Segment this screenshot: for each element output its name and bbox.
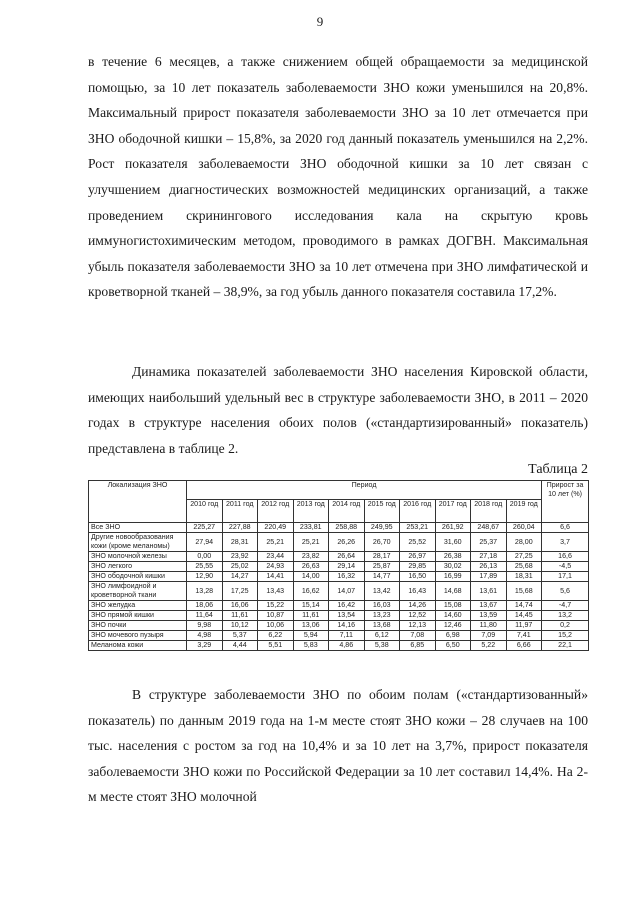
- table-cell: 11,64: [187, 611, 223, 621]
- table-cell: 26,26: [329, 533, 365, 552]
- table-row: [89, 562, 589, 572]
- table-cell: 15,14: [293, 601, 329, 611]
- table-cell: 10,12: [222, 621, 258, 631]
- row-growth: 5,6: [542, 582, 589, 601]
- table-cell: 12,90: [187, 572, 223, 582]
- table-cell: 15,22: [258, 601, 294, 611]
- table-cell: 23,44: [258, 552, 294, 562]
- table-cell: 13,23: [364, 611, 400, 621]
- table-header-row: [89, 481, 589, 500]
- table-cell: 4,86: [329, 641, 365, 651]
- table-cell: 14,27: [222, 572, 258, 582]
- row-localization: Меланома кожи: [89, 641, 187, 651]
- table-cell: 28,31: [222, 533, 258, 552]
- table-cell: 26,63: [293, 562, 329, 572]
- paragraph-structure: В структуре заболеваемости ЗНО по обоим полам («стандартизованный» показатель) по данным 2019 года на 1-м месте стоят ЗНО кожи – 28 случаев на 100 тыс. населения с ростом за год на 10,4% и за 10 лет на 3,7%, прирост показателя заболеваемости ЗНО кожи по Российской Федерации за 10 лет составил 14,4%. На 2-м месте стоят ЗНО молочной: [88, 687, 588, 805]
- incidence-table: [88, 480, 589, 651]
- table-cell: 12,52: [400, 611, 436, 621]
- table-cell: 29,14: [329, 562, 365, 572]
- table-cell: 25,87: [364, 562, 400, 572]
- table-cell: 16,50: [400, 572, 436, 582]
- table-row: [89, 523, 589, 533]
- table-cell: 253,21: [400, 523, 436, 533]
- table-cell: 13,67: [471, 601, 507, 611]
- header-year: 2014 год: [329, 500, 365, 523]
- table-cell: 261,92: [435, 523, 471, 533]
- table-cell: 5,37: [222, 631, 258, 641]
- table-cell: 225,27: [187, 523, 223, 533]
- table-cell: 7,08: [400, 631, 436, 641]
- table-cell: 26,38: [435, 552, 471, 562]
- table-cell: 18,31: [506, 572, 542, 582]
- table-cell: 13,28: [187, 582, 223, 601]
- table-cell: 14,16: [329, 621, 365, 631]
- table-cell: 25,02: [222, 562, 258, 572]
- table-cell: 26,70: [364, 533, 400, 552]
- table-cell: 260,04: [506, 523, 542, 533]
- table-cell: 13,68: [364, 621, 400, 631]
- row-growth: 22,1: [542, 641, 589, 651]
- row-localization: ЗНО мочевого пузыря: [89, 631, 187, 641]
- header-year: 2011 год: [222, 500, 258, 523]
- table-row: [89, 533, 589, 552]
- table-cell: 16,03: [364, 601, 400, 611]
- row-growth: 0,2: [542, 621, 589, 631]
- table-cell: 27,18: [471, 552, 507, 562]
- table-cell: 6,85: [400, 641, 436, 651]
- table-cell: 18,06: [187, 601, 223, 611]
- row-localization: ЗНО молочной железы: [89, 552, 187, 562]
- table-cell: 13,61: [471, 582, 507, 601]
- table-cell: 7,09: [471, 631, 507, 641]
- table-cell: 13,59: [471, 611, 507, 621]
- header-year: 2017 год: [435, 500, 471, 523]
- row-growth: 6,6: [542, 523, 589, 533]
- table-cell: 25,37: [471, 533, 507, 552]
- table-cell: 26,64: [329, 552, 365, 562]
- table-cell: 7,41: [506, 631, 542, 641]
- table-cell: 15,08: [435, 601, 471, 611]
- row-growth: 16,6: [542, 552, 589, 562]
- table-cell: 26,97: [400, 552, 436, 562]
- table-cell: 16,43: [400, 582, 436, 601]
- table-cell: 11,97: [506, 621, 542, 631]
- table-row: [89, 631, 589, 641]
- table-row: [89, 621, 589, 631]
- header-year: 2010 год: [187, 500, 223, 523]
- header-year: 2018 год: [471, 500, 507, 523]
- table-cell: 17,89: [471, 572, 507, 582]
- table-cell: 17,25: [222, 582, 258, 601]
- row-localization: ЗНО ободочной кишки: [89, 572, 187, 582]
- table-cell: 4,44: [222, 641, 258, 651]
- row-localization: Все ЗНО: [89, 523, 187, 533]
- paragraph-table-reference: Динамика показателей заболеваемости ЗНО населения Кировской области, имеющих наибольший удельный вес в структуре заболеваемости ЗНО, в 2011 – 2020 годах в структуре населения обоих полов («стандартизированный» показатель) представлена в таблице 2.: [88, 364, 588, 456]
- table-row: [89, 552, 589, 562]
- table-cell: 14,68: [435, 582, 471, 601]
- header-year: 2015 год: [364, 500, 400, 523]
- table-cell: 258,88: [329, 523, 365, 533]
- table-cell: 25,52: [400, 533, 436, 552]
- table-cell: 28,00: [506, 533, 542, 552]
- table-cell: 14,07: [329, 582, 365, 601]
- table-cell: 233,81: [293, 523, 329, 533]
- table-cell: 13,54: [329, 611, 365, 621]
- row-localization: Другие новообразования кожи (кроме меланомы): [89, 533, 187, 552]
- table-cell: 249,95: [364, 523, 400, 533]
- table-cell: 13,06: [293, 621, 329, 631]
- header-growth: Прирост за 10 лет (%): [542, 481, 589, 523]
- table-row: [89, 572, 589, 582]
- table-cell: 6,22: [258, 631, 294, 641]
- row-growth: 13,2: [542, 611, 589, 621]
- table-cell: 5,38: [364, 641, 400, 651]
- table-cell: 16,62: [293, 582, 329, 601]
- header-period: Период: [187, 481, 542, 500]
- table-cell: 4,98: [187, 631, 223, 641]
- table-cell: 31,60: [435, 533, 471, 552]
- table-cell: 14,60: [435, 611, 471, 621]
- row-localization: ЗНО прямой кишки: [89, 611, 187, 621]
- table-cell: 11,80: [471, 621, 507, 631]
- table-cell: 6,98: [435, 631, 471, 641]
- header-year: 2016 год: [400, 500, 436, 523]
- table-cell: 9,98: [187, 621, 223, 631]
- table-row: [89, 641, 589, 651]
- table-cell: 10,87: [258, 611, 294, 621]
- table-cell: 5,22: [471, 641, 507, 651]
- table-cell: 14,41: [258, 572, 294, 582]
- table-cell: 13,42: [364, 582, 400, 601]
- table-cell: 220,49: [258, 523, 294, 533]
- paragraph-intro: в течение 6 месяцев, а также снижением общей обращаемости за медицинской помощью, за 10 лет показатель заболеваемости ЗНО кожи уменьшился на 20,8%. Максимальный прирост показателя заболеваемости ЗНО за 10 лет отмечается при ЗНО ободочной кишки – 15,8%, за 2020 год данный показатель уменьшился на 2,2%. Рост показателя заболеваемости ЗНО ободочной кишки за 10 лет связан с улучшением диагностических возможностей медицинских организаций, а также проведением скринингового исследования кала на скрытую кровь иммуногистохимическим методом, проводимого в рамках ДОГВН. Максимальная убыль показателя заболеваемости ЗНО за 10 лет отмечена при ЗНО лимфатической и кроветворной тканей – 38,9%, за год убыль данного показателя составила 17,2%.: [88, 54, 588, 300]
- table-cell: 23,92: [222, 552, 258, 562]
- table-cell: 6,12: [364, 631, 400, 641]
- table-cell: 26,13: [471, 562, 507, 572]
- table-cell: 25,21: [293, 533, 329, 552]
- table-cell: 5,51: [258, 641, 294, 651]
- table-cell: 11,61: [293, 611, 329, 621]
- table-row: [89, 601, 589, 611]
- table-cell: 14,45: [506, 611, 542, 621]
- page-number: 9: [316, 14, 324, 29]
- table-cell: 0,00: [187, 552, 223, 562]
- table-cell: 15,68: [506, 582, 542, 601]
- header-year: 2013 год: [293, 500, 329, 523]
- table-cell: 10,06: [258, 621, 294, 631]
- table-cell: 14,26: [400, 601, 436, 611]
- table-cell: 16,42: [329, 601, 365, 611]
- table-cell: 16,06: [222, 601, 258, 611]
- table-cell: 16,32: [329, 572, 365, 582]
- table-cell: 30,02: [435, 562, 471, 572]
- table-cell: 248,67: [471, 523, 507, 533]
- table-cell: 16,99: [435, 572, 471, 582]
- row-growth: 17,1: [542, 572, 589, 582]
- table-cell: 14,77: [364, 572, 400, 582]
- table-cell: 14,74: [506, 601, 542, 611]
- table-cell: 5,94: [293, 631, 329, 641]
- table-cell: 27,25: [506, 552, 542, 562]
- header-localization: Локализация ЗНО: [89, 481, 187, 523]
- table-cell: 3,29: [187, 641, 223, 651]
- table-cell: 24,93: [258, 562, 294, 572]
- table-cell: 227,88: [222, 523, 258, 533]
- table-cell: 12,13: [400, 621, 436, 631]
- row-growth: -4,5: [542, 562, 589, 572]
- header-year: 2019 год: [506, 500, 542, 523]
- row-localization: ЗНО почки: [89, 621, 187, 631]
- row-growth: 3,7: [542, 533, 589, 552]
- table-cell: 6,50: [435, 641, 471, 651]
- table-cell: 27,94: [187, 533, 223, 552]
- table-cell: 23,82: [293, 552, 329, 562]
- row-localization: ЗНО желудка: [89, 601, 187, 611]
- table-cell: 25,21: [258, 533, 294, 552]
- row-growth: 15,2: [542, 631, 589, 641]
- row-growth: -4,7: [542, 601, 589, 611]
- row-localization: ЗНО легкого: [89, 562, 187, 572]
- header-year: 2012 год: [258, 500, 294, 523]
- table-cell: 25,55: [187, 562, 223, 572]
- table-row: [89, 611, 589, 621]
- table-cell: 12,46: [435, 621, 471, 631]
- table-cell: 29,85: [400, 562, 436, 572]
- row-localization: ЗНО лимфоидной и кроветворной ткани: [89, 582, 187, 601]
- table-cell: 7,11: [329, 631, 365, 641]
- table-cell: 5,83: [293, 641, 329, 651]
- table-cell: 13,43: [258, 582, 294, 601]
- table-cell: 28,17: [364, 552, 400, 562]
- table-cell: 14,00: [293, 572, 329, 582]
- table-cell: 25,68: [506, 562, 542, 572]
- table-cell: 11,61: [222, 611, 258, 621]
- table-caption: Таблица 2: [528, 462, 588, 477]
- table-cell: 6,66: [506, 641, 542, 651]
- table-row: [89, 582, 589, 601]
